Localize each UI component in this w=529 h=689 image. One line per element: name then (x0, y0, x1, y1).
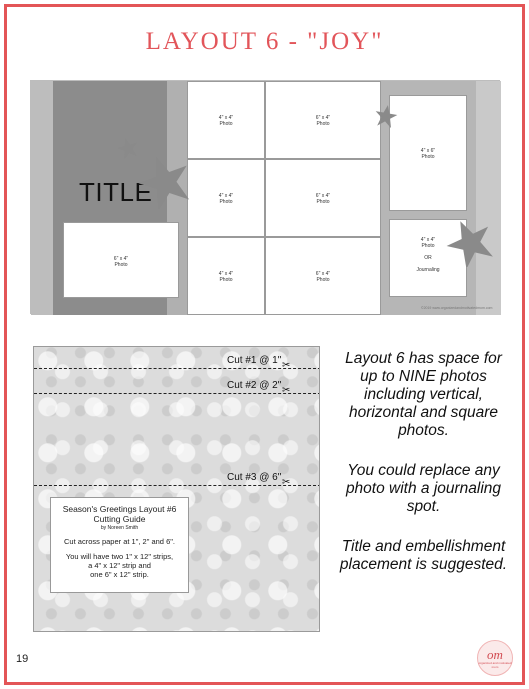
photo-center-bot-left: 4" x 4" Photo (187, 237, 265, 315)
photo-center-top-right: 6" x 4" Photo (265, 81, 381, 159)
cut3-line (34, 485, 320, 486)
scissors-icon: ✂ (282, 385, 291, 396)
logo-caption: organized and motivated mom (478, 661, 512, 669)
guide-title: Season's Greetings Layout #6 Cutting Guide (62, 504, 177, 524)
page-title: LAYOUT 6 - "JOY" (145, 28, 384, 55)
cut1-label: Cut #1 @ 1" (227, 355, 282, 366)
guide-line-1: Cut across paper at 1", 2" and 6". (64, 537, 175, 546)
guide-line-2: You will have two 1" x 12" strips, a 4" x 12" strip and one 6" x 12" strip. (65, 552, 174, 579)
photo-left-bottom: 6" x 4" Photo (63, 222, 179, 298)
logo-mark: om (487, 647, 503, 662)
cut2-label: Cut #2 @ 2" (227, 380, 282, 391)
title-placeholder: TITLE (79, 177, 153, 207)
star-small-icon (117, 137, 139, 159)
layout-sketch (30, 80, 500, 314)
description-paragraph-2: You could replace any photo with a journaling spot. (345, 462, 502, 515)
cutting-guide-box (50, 497, 189, 593)
photo-center-top-left: 4" x 4" Photo (187, 81, 265, 159)
cut3-label: Cut #3 @ 6" (227, 472, 282, 483)
patterned-paper (33, 346, 320, 632)
cut2-line (34, 393, 320, 394)
description-paragraph-3: Title and embellishment placement is suggested. (339, 538, 508, 573)
guide-author: by Noreen Smith (100, 525, 139, 531)
star-large-icon (137, 153, 193, 209)
cut1-line (34, 368, 320, 369)
photo-center-mid-left: 4" x 4" Photo (187, 159, 265, 237)
description-paragraph-1: Layout 6 has space for up to NINE photos including vertical, horizontal and square photos. (345, 350, 502, 439)
scissors-icon: ✂ (282, 477, 291, 488)
photo-right-bottom: 4" x 4" Photo OR Journaling (389, 219, 467, 297)
photo-right-top: 4" x 6" Photo (389, 95, 467, 211)
star-right-top-icon (374, 104, 398, 128)
photo-center-mid-right: 6" x 4" Photo (265, 159, 381, 237)
photo-center-bot-right: 6" x 4" Photo (265, 237, 381, 315)
scissors-icon: ✂ (282, 360, 291, 371)
left-margin-strip (31, 81, 53, 315)
page-number: 19 (16, 653, 29, 665)
star-right-bottom-icon (445, 217, 495, 267)
layout-credit: ©2019 www.organizedandmotivatedmom.com (421, 306, 493, 310)
right-margin-strip (476, 81, 501, 315)
brand-logo (477, 640, 513, 676)
